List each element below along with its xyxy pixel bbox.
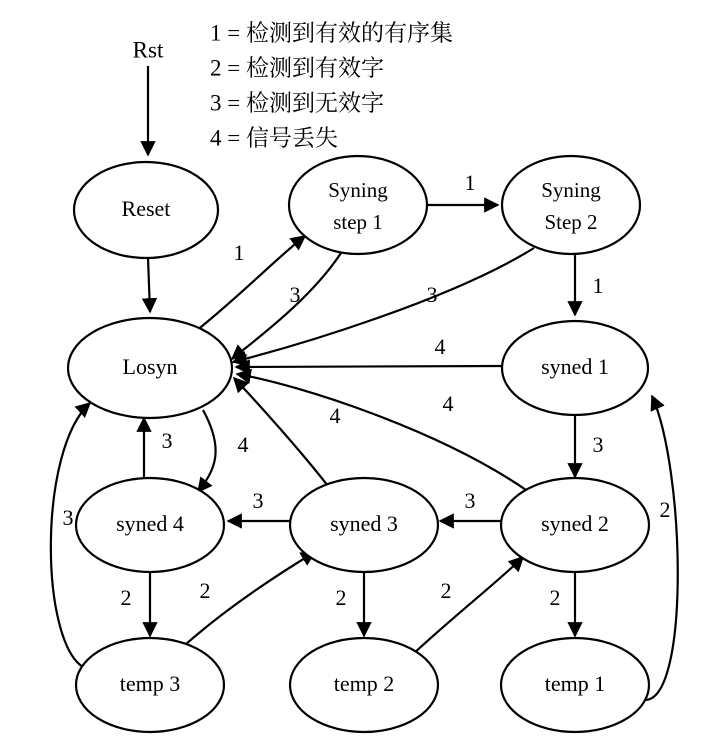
edge-label-temp2-syned2: 2 — [440, 578, 452, 604]
edge-label-temp1-syned1: 2 — [659, 497, 671, 523]
edge-losyn-syned4 — [198, 410, 216, 492]
node-reset[interactable] — [74, 162, 218, 258]
edge-label-losyn-syned4: 4 — [237, 432, 249, 458]
node-temp-3-label: temp 3 — [119, 671, 181, 697]
edge-label-syned2-syned3: 3 — [464, 488, 476, 514]
node-temp-1-label: temp 1 — [544, 671, 606, 697]
edge-temp2-syned2 — [412, 557, 523, 655]
edge-syned2-losyn — [237, 374, 529, 492]
edge-label-syning1-syning2: 1 — [464, 170, 476, 196]
legend-line-2: 2 = 检测到有效字 — [210, 55, 384, 81]
node-syned-4-label: syned 4 — [116, 511, 184, 537]
node-syned-1[interactable] — [502, 321, 648, 415]
edge-label-syned1-syned2: 3 — [592, 432, 604, 458]
node-syning-step-2-label2: Step 2 — [544, 209, 598, 234]
edge-label-syning1-losyn: 3 — [289, 282, 301, 308]
legend — [210, 20, 453, 150]
edge-label-syned2-temp1: 2 — [549, 585, 561, 611]
edge-label-syned4-temp3: 2 — [120, 585, 132, 611]
edge-temp1-syned1 — [645, 396, 678, 700]
node-syning-step-1-label2: step 1 — [333, 209, 383, 234]
node-syning-step-1-shape[interactable] — [289, 156, 427, 254]
edge-syned1-losyn — [236, 366, 503, 367]
node-temp-2[interactable] — [290, 638, 438, 732]
node-reset-label: Reset — [121, 196, 171, 222]
edge-label-syning2-losyn: 3 — [426, 282, 438, 308]
node-temp-3[interactable] — [76, 638, 224, 732]
edge-label-syned4-losyn: 3 — [161, 428, 173, 454]
legend-line-3: 3 = 检测到无效字 — [210, 90, 384, 116]
node-syned-3-label: syned 3 — [330, 511, 398, 537]
reset-input-label: Rst — [132, 37, 164, 63]
edge-label-syned3-syned4: 3 — [252, 488, 264, 514]
edge-label-temp3-losyn: 3 — [62, 505, 74, 531]
edge-label-losyn-syning1: 1 — [233, 240, 245, 266]
edge-syning1-losyn — [232, 253, 341, 359]
node-syned-1-label: syned 1 — [541, 354, 609, 380]
node-syning-step-2[interactable] — [502, 156, 640, 254]
node-losyn[interactable] — [68, 318, 232, 418]
legend-line-4: 4 = 信号丢失 — [210, 125, 338, 151]
nodes-group — [68, 156, 649, 732]
edge-label-syned3-losyn: 4 — [329, 403, 341, 429]
node-temp-2-label: temp 2 — [333, 671, 395, 697]
node-syned-3[interactable] — [290, 478, 438, 572]
edge-label-syned1-losyn: 4 — [434, 334, 446, 360]
node-syning-step-2-label: Syning — [541, 177, 601, 202]
node-syned-4[interactable] — [76, 478, 224, 572]
node-syned-2-label: syned 2 — [541, 511, 609, 537]
node-syning-step-2-shape[interactable] — [502, 156, 640, 254]
edge-label-syning2-syned1: 1 — [592, 273, 604, 299]
node-temp-1[interactable] — [501, 638, 649, 732]
edge-label-temp3-syned3: 2 — [199, 578, 211, 604]
edge-label-syned2-losyn: 4 — [442, 391, 454, 417]
legend-line-1: 1 = 检测到有效的有序集 — [210, 20, 453, 46]
edge-syning2-losyn — [233, 248, 534, 362]
node-syning-step-1-label: Syning — [328, 177, 388, 202]
node-syning-step-1[interactable] — [289, 156, 427, 254]
node-losyn-label: Losyn — [122, 354, 178, 380]
edge-label-syned3-temp2: 2 — [335, 585, 347, 611]
node-syned-2[interactable] — [501, 478, 649, 572]
edge-reset-losyn — [148, 258, 150, 312]
